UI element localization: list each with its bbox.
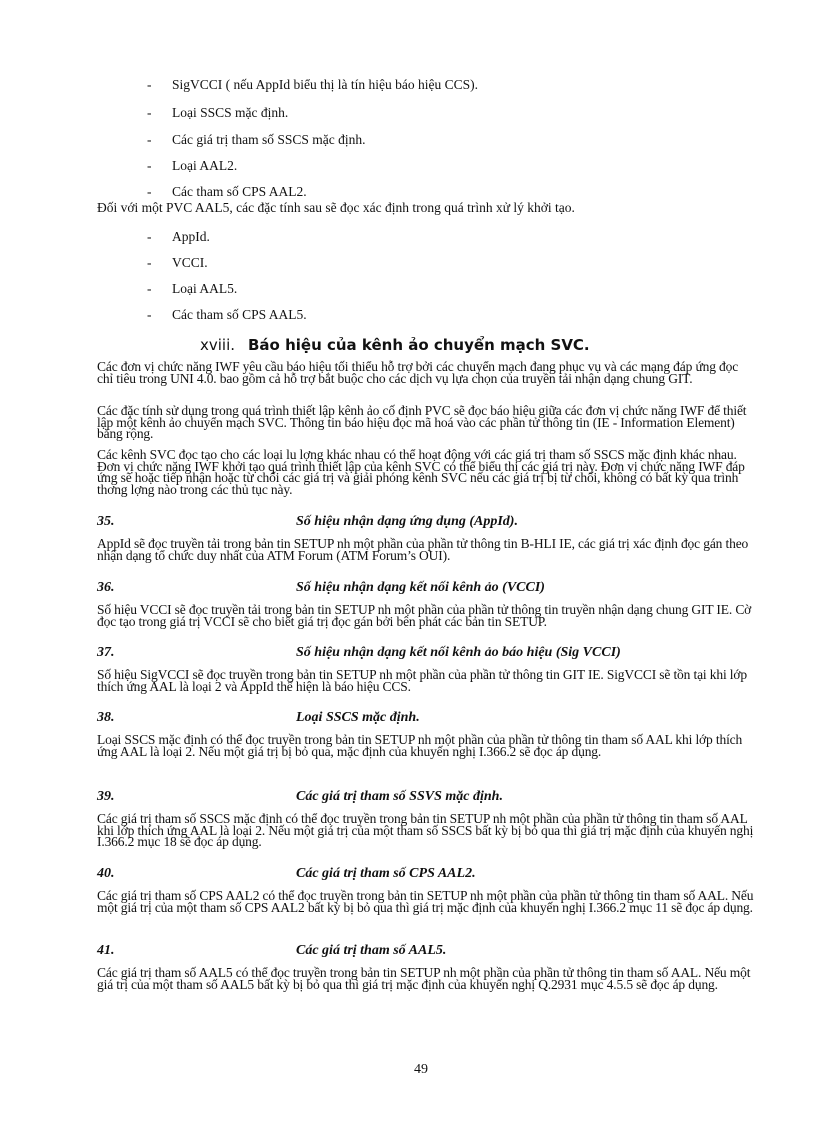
section-title: Số hiệu nhận dạng ứng dụng (AppId). xyxy=(296,514,518,529)
section-number: 37. xyxy=(97,645,115,660)
bullet-item: - Các tham số CPS AAL2. xyxy=(147,184,307,199)
pvc-intro: Đối với một PVC AAL5, các đặc tính sau sẽ đọc xác định trong quá trình xử lý khởi tạo. xyxy=(97,200,575,215)
paragraph: Các đơn vị chức năng IWF yêu cầu báo hiệu tối thiểu hỗ trợ bởi các chuyển mạch đang phục vụ và các mạng đáp ứng đọc chỉ tiêu trong UNI 4.0. bao gồm cả hỗ trợ bắt buộc cho các dịch vụ lựa chọn của truyền tải nhận dạng chung GIT. xyxy=(97,359,739,386)
section-title: Các giá trị tham số SSVS mặc định. xyxy=(296,789,503,804)
page-number: 49 xyxy=(414,1062,428,1077)
section-title: Số hiệu nhận dạng kết nối kênh ảo (VCCI) xyxy=(296,580,545,595)
section-title: Loại SSCS mặc định. xyxy=(296,710,420,725)
bullet-item: - Loại AAL2. xyxy=(147,158,238,173)
section-body: Các giá trị tham số CPS AAL2 có thể đọc truyền trong bản tin SETUP nh một phần của phần tử thông tin tham số AAL. Nếu một giá trị của một tham số CPS AAL2 bất kỳ bị bỏ qua thì giá trị mặc định của khuyến nghị I.366.2 mục 11 sẽ đọc áp dụng. xyxy=(97,888,754,915)
section-title: Các giá trị tham số CPS AAL2. xyxy=(296,866,476,881)
section-number: 38. xyxy=(97,710,115,725)
section-title: Các giá trị tham số AAL5. xyxy=(296,943,447,958)
section-body: Số hiệu VCCI sẽ đọc truyền tải trong bản tin SETUP nh một phần của phần tử thông tin truyền nhận dạng chung GIT IE. Cờ đọc tạo trong giá trị VCCI sẽ cho biết giá trị đọc gán bởi bên phát các bản tin SETUP. xyxy=(97,602,752,629)
bullet-item: - Loại AAL5. xyxy=(147,281,238,296)
bullet-item: - Các tham số CPS AAL5. xyxy=(147,307,307,322)
heading-title: Báo hiệu của kênh ảo chuyển mạch SVC. xyxy=(248,336,590,354)
section-number: 35. xyxy=(97,514,115,529)
bullet-item: - SigVCCI ( nếu AppId biểu thị là tín hiệu báo hiệu CCS). xyxy=(147,77,478,92)
bullet-item: - AppId. xyxy=(147,229,210,244)
heading-number: xviii. xyxy=(200,336,236,354)
paragraph: Các đặc tính sử dụng trong quá trình thiết lập kênh ảo cố định PVC sẽ đọc báo hiệu giữa các đơn vị chức năng IWF để thiết lập một kênh ảo chuyển mạch SVC. Thông tin báo hiệu đọc mã hoá vào các phần tử thông tin (IE - Information Element) băng rộng. xyxy=(97,403,747,441)
bullet-item: - VCCI. xyxy=(147,255,208,270)
section-body: Các giá trị tham số AAL5 có thể đọc truyền trong bản tin SETUP nh một phần của phần tử thông tin tham số AAL. Nếu một giá trị của một tham số AAL5 bất kỳ bị bỏ qua thì giá trị mặc định của khuyến nghị Q.2931 mục 4.5.5 sẽ đọc áp dụng. xyxy=(97,965,751,992)
bullet-item: - Loại SSCS mặc định. xyxy=(147,105,289,120)
section-number: 40. xyxy=(97,866,115,881)
bullet-item: - Các giá trị tham số SSCS mặc định. xyxy=(147,132,366,147)
section-heading xyxy=(200,336,590,354)
paragraph: Các kênh SVC đọc tạo cho các loại lu lợng khác nhau có thể hoạt động với các giá trị tham số SSCS mặc định khác nhau. Đơn vị chức năng IWF khởi tạo quá trình thiết lập của kênh SVC có thể biểu thị các giá trị này. Đơn vị chức năng IWF đáp ứng sẽ hoặc tiếp nhận hoặc từ chối các giá trị và giải phóng kênh SVC nếu các giá trị bị từ chối, không có bất kỳ qua trình thơng lợng nào trong các thủ tục này. xyxy=(97,447,745,497)
section-number: 41. xyxy=(97,943,115,958)
section-number: 36. xyxy=(97,580,115,595)
section-body: AppId sẽ đọc truyền tải trong bản tin SETUP nh một phần của phần tử thông tin B-HLI IE, các giá trị xác định đọc gán theo nhận dạng tổ chức duy nhất của ATM Forum (ATM Forum’s OUI). xyxy=(97,536,749,563)
section-body: Số hiệu SigVCCI sẽ đọc truyền trong bản tin SETUP nh một phần của phần tử thông tin GIT IE. SigVCCI sẽ tồn tại khi lớp thích ứng AAL là loại 2 và AppId thể hiện là báo hiệu CCS. xyxy=(97,667,747,694)
section-number: 39. xyxy=(97,789,115,804)
section-body: Các giá trị tham số SSCS mặc định có thể đọc truyền trong bản tin SETUP nh một phần của phần tử thông tin tham số AAL khi lớp thích ứng AAL là loại 2. Nếu một giá trị của một tham số SSCS bất kỳ bị bỏ qua thì giá trị mặc định của khuyến nghị I.366.2 mục 18 sẽ đọc áp dụng. xyxy=(97,811,754,849)
section-title: Số hiệu nhận dạng kết nối kênh ảo báo hiệu (Sig VCCI) xyxy=(296,645,621,660)
section-body: Loại SSCS mặc định có thể đọc truyền trong bản tin SETUP nh một phần của phần tử thông tin tham số AAL khi lớp thích ứng AAL là loại 2. Nếu một giá trị bị bỏ qua, mặc định của khuyến nghị I.366.2 sẽ đọc áp dụng. xyxy=(97,732,743,759)
